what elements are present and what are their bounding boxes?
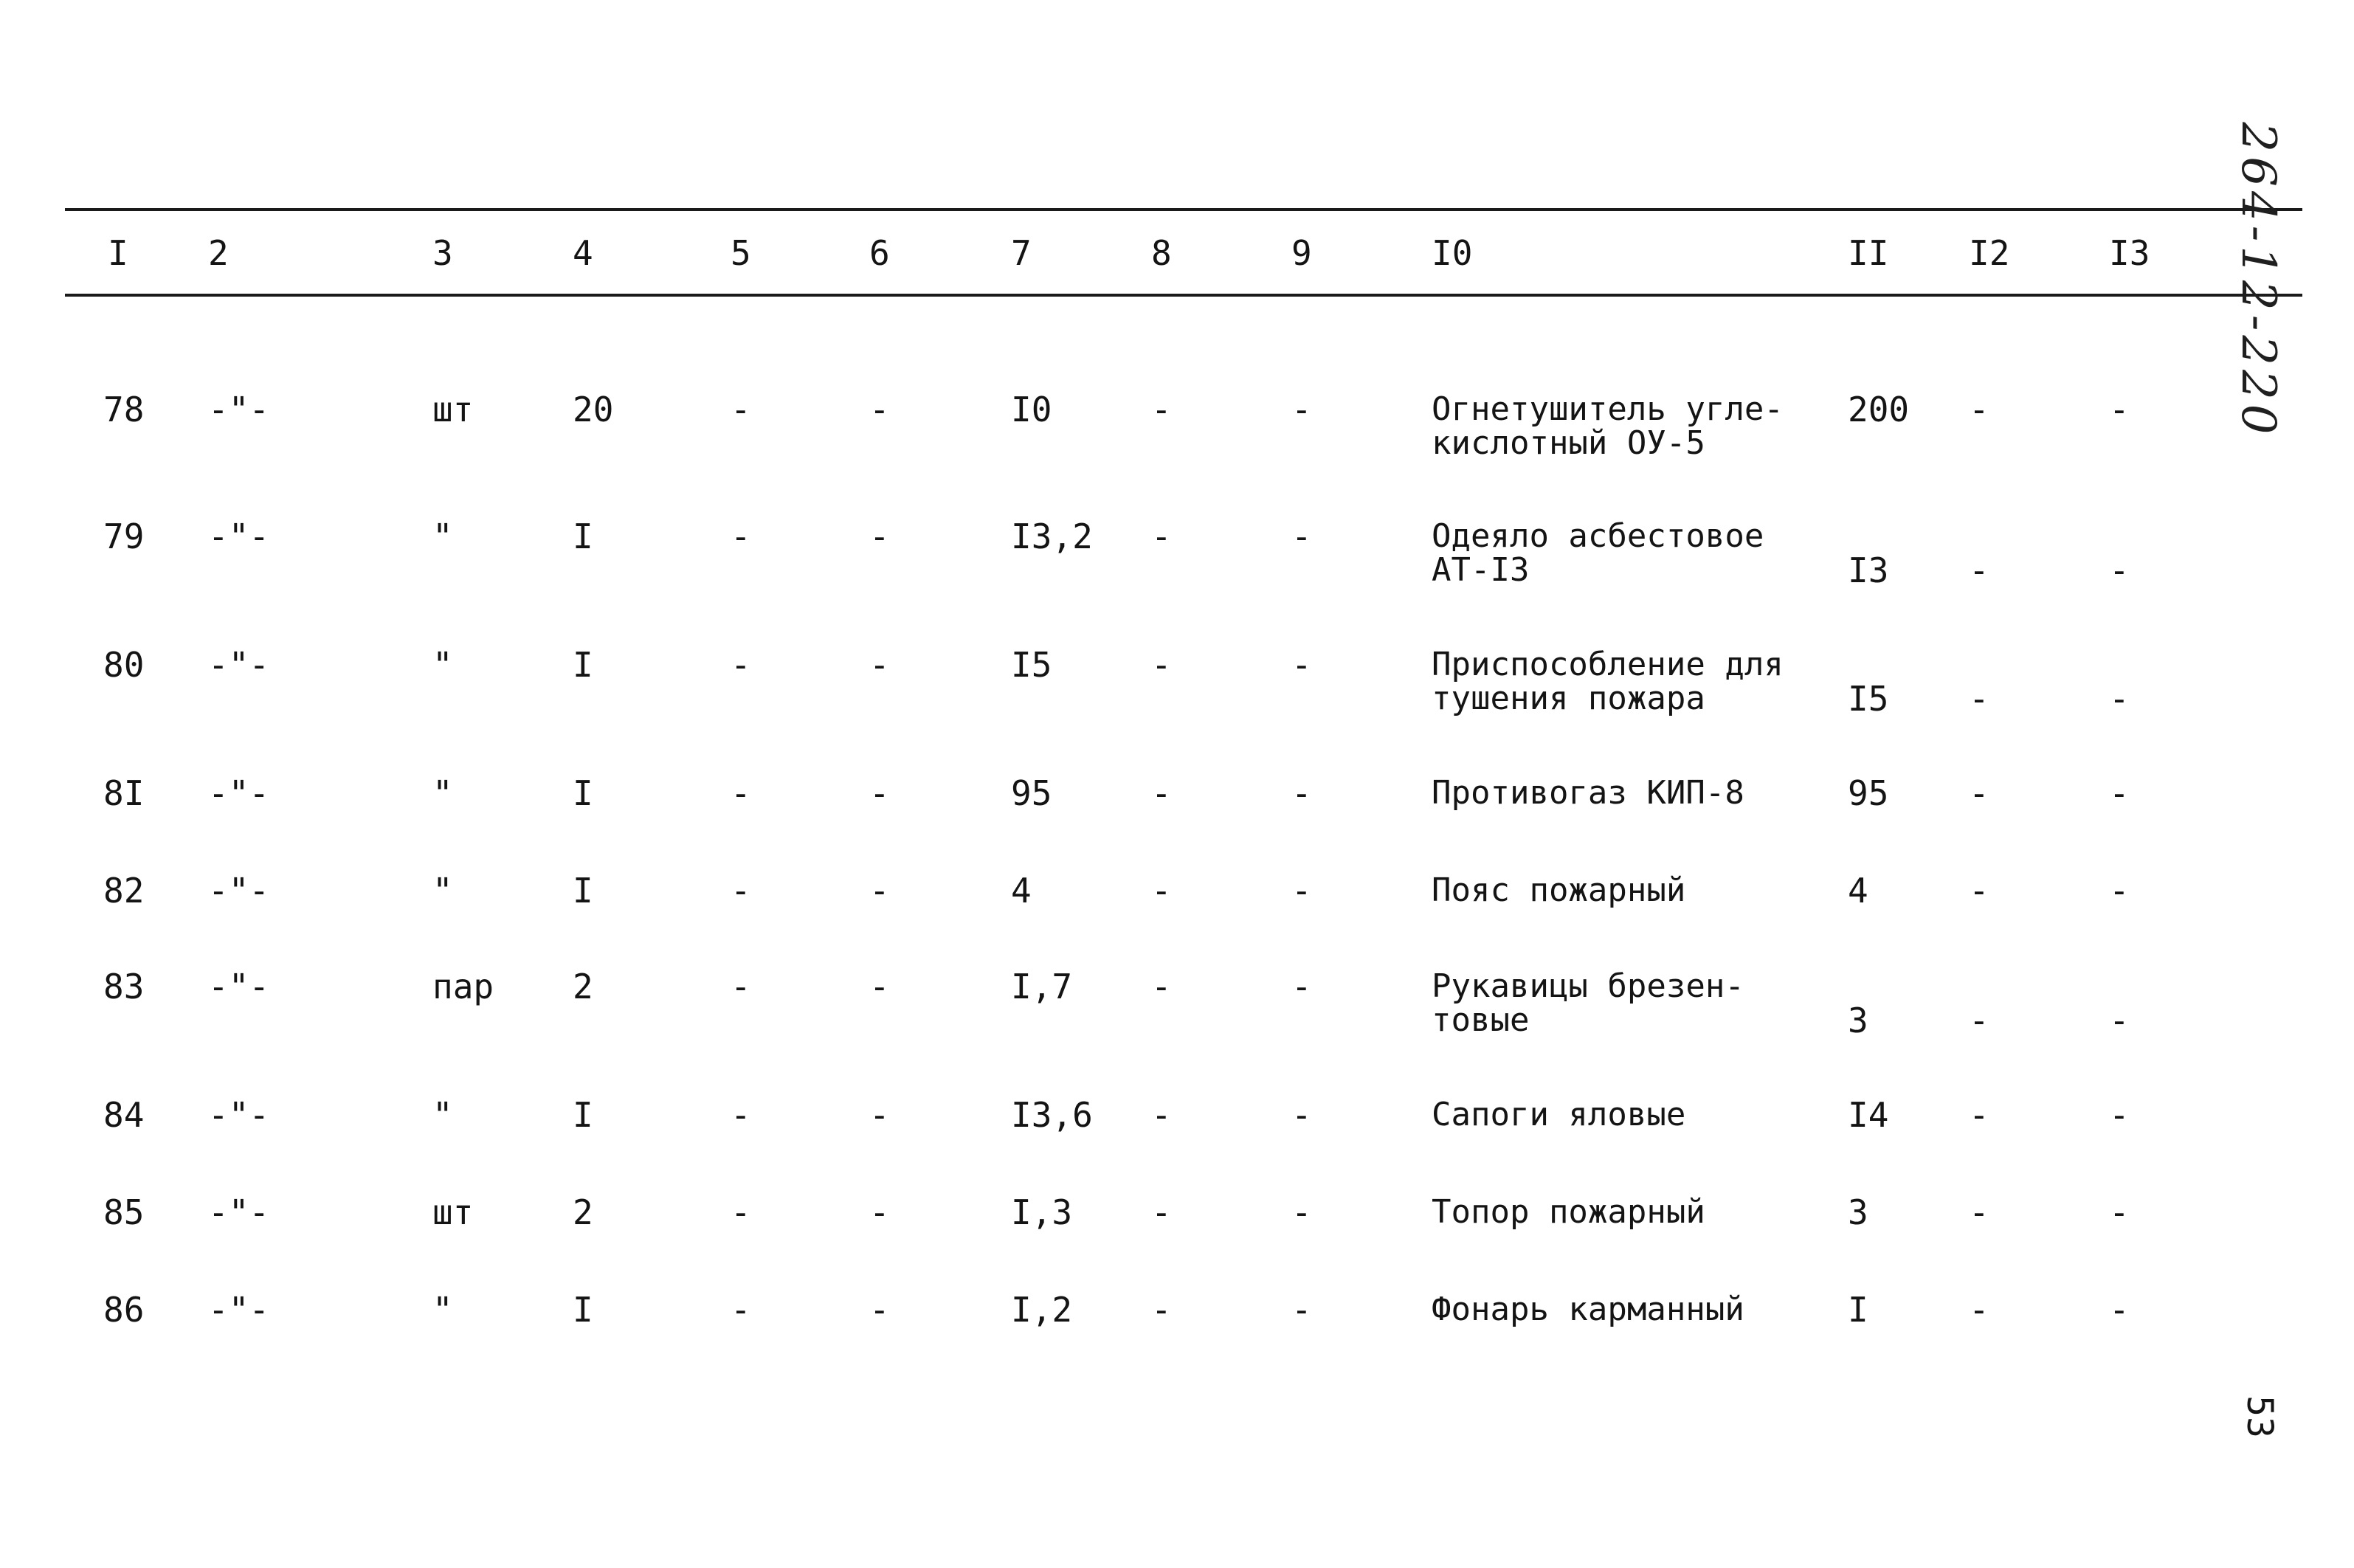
- cell-col-7: I,7: [1011, 967, 1073, 1006]
- cell-col-11: I4: [1848, 1095, 1889, 1135]
- column-header-7: 7: [1011, 233, 1032, 273]
- cell-col-2: -"-: [208, 390, 270, 429]
- cell-col-10: Пояс пожарный: [1432, 871, 1686, 909]
- cell-col-9: -: [1291, 871, 1312, 911]
- cell-col-2: -"-: [208, 773, 270, 813]
- cell-col-11: I5: [1848, 679, 1889, 719]
- cell-col-12: -: [1969, 679, 1989, 719]
- cell-col-13: -: [2109, 1192, 2130, 1232]
- cell-col-3: ": [432, 1290, 453, 1330]
- cell-col-12: -: [1969, 1192, 1989, 1232]
- cell-col-11: I3: [1848, 550, 1889, 590]
- cell-col-4: 20: [573, 390, 614, 429]
- cell-col-5: -: [731, 1290, 751, 1330]
- column-header-8: 8: [1151, 233, 1172, 273]
- cell-col-8: -: [1151, 1290, 1172, 1330]
- cell-col-9: -: [1291, 967, 1312, 1006]
- cell-col-3: ": [432, 517, 453, 556]
- cell-col-1: 85: [103, 1192, 145, 1232]
- cell-col-10: Приспособление для тушения пожара: [1432, 646, 1784, 717]
- cell-col-10: Огнетушитель угле- кислотный ОУ-5: [1432, 390, 1784, 462]
- cell-col-2: -"-: [208, 967, 270, 1006]
- column-header-2: 2: [208, 233, 229, 273]
- cell-col-6: -: [869, 517, 890, 556]
- cell-col-12: -: [1969, 773, 1989, 813]
- cell-col-5: -: [731, 773, 751, 813]
- column-header-3: 3: [432, 233, 453, 273]
- cell-col-13: -: [2109, 871, 2130, 911]
- cell-col-6: -: [869, 1290, 890, 1330]
- cell-col-9: -: [1291, 517, 1312, 556]
- cell-col-2: -"-: [208, 645, 270, 685]
- page-number: 53: [2239, 1395, 2280, 1438]
- cell-col-8: -: [1151, 517, 1172, 556]
- cell-col-2: -"-: [208, 1290, 270, 1330]
- cell-col-12: -: [1969, 1290, 1989, 1330]
- cell-col-4: 2: [573, 967, 593, 1006]
- cell-col-2: -"-: [208, 1192, 270, 1232]
- cell-col-10: Противогаз КИП-8: [1432, 774, 1744, 812]
- cell-col-7: 4: [1011, 871, 1032, 911]
- cell-col-7: 95: [1011, 773, 1052, 813]
- cell-col-7: I0: [1011, 390, 1052, 429]
- document-code-handwritten: 264-12-220: [2231, 122, 2285, 439]
- cell-col-3: ": [432, 645, 453, 685]
- cell-col-5: -: [731, 390, 751, 429]
- cell-col-12: -: [1969, 390, 1989, 429]
- cell-col-4: I: [573, 1290, 593, 1330]
- cell-col-10: Сапоги яловые: [1432, 1096, 1686, 1133]
- cell-col-7: I5: [1011, 645, 1052, 685]
- cell-col-11: 3: [1848, 1192, 1868, 1232]
- cell-col-3: ": [432, 871, 453, 911]
- cell-col-6: -: [869, 1095, 890, 1135]
- cell-col-12: -: [1969, 1095, 1989, 1135]
- cell-col-12: -: [1969, 871, 1989, 911]
- cell-col-4: I: [573, 773, 593, 813]
- cell-col-5: -: [731, 967, 751, 1006]
- cell-col-9: -: [1291, 645, 1312, 685]
- cell-col-5: -: [731, 1095, 751, 1135]
- cell-col-5: -: [731, 645, 751, 685]
- cell-col-9: -: [1291, 1192, 1312, 1232]
- cell-col-11: 95: [1848, 773, 1889, 813]
- cell-col-11: 4: [1848, 871, 1868, 911]
- table-top-rule: [65, 208, 2302, 211]
- cell-col-3: пар: [432, 967, 494, 1006]
- column-header-1: I: [108, 233, 128, 273]
- cell-col-8: -: [1151, 967, 1172, 1006]
- cell-col-7: I3,6: [1011, 1095, 1093, 1135]
- cell-col-4: 2: [573, 1192, 593, 1232]
- cell-col-3: ": [432, 1095, 453, 1135]
- cell-col-10: Фонарь карманный: [1432, 1291, 1744, 1328]
- cell-col-1: 80: [103, 645, 145, 685]
- column-header-10: I0: [1432, 233, 1473, 273]
- cell-col-12: -: [1969, 550, 1989, 590]
- cell-col-11: I: [1848, 1290, 1868, 1330]
- cell-col-1: 79: [103, 517, 145, 556]
- cell-col-6: -: [869, 773, 890, 813]
- cell-col-6: -: [869, 1192, 890, 1232]
- cell-col-5: -: [731, 1192, 751, 1232]
- cell-col-5: -: [731, 871, 751, 911]
- cell-col-1: 82: [103, 871, 145, 911]
- cell-col-13: -: [2109, 390, 2130, 429]
- cell-col-6: -: [869, 967, 890, 1006]
- cell-col-2: -"-: [208, 517, 270, 556]
- cell-col-4: I: [573, 517, 593, 556]
- cell-col-8: -: [1151, 773, 1172, 813]
- cell-col-13: -: [2109, 1290, 2130, 1330]
- cell-col-1: 78: [103, 390, 145, 429]
- cell-col-4: I: [573, 1095, 593, 1135]
- cell-col-8: -: [1151, 1095, 1172, 1135]
- column-header-13: I3: [2109, 233, 2150, 273]
- cell-col-9: -: [1291, 1095, 1312, 1135]
- column-header-4: 4: [573, 233, 593, 273]
- cell-col-10: Топор пожарный: [1432, 1193, 1705, 1231]
- cell-col-13: -: [2109, 679, 2130, 719]
- cell-col-6: -: [869, 645, 890, 685]
- cell-col-1: 83: [103, 967, 145, 1006]
- cell-col-12: -: [1969, 1001, 1989, 1040]
- cell-col-4: I: [573, 645, 593, 685]
- cell-col-3: шт: [432, 1192, 474, 1232]
- cell-col-9: -: [1291, 773, 1312, 813]
- cell-col-9: -: [1291, 390, 1312, 429]
- cell-col-8: -: [1151, 390, 1172, 429]
- cell-col-8: -: [1151, 1192, 1172, 1232]
- cell-col-10: Одеяло асбестовое АТ-I3: [1432, 517, 1764, 589]
- column-header-6: 6: [869, 233, 890, 273]
- cell-col-7: I,3: [1011, 1192, 1073, 1232]
- cell-col-8: -: [1151, 871, 1172, 911]
- cell-col-7: I3,2: [1011, 517, 1093, 556]
- cell-col-9: -: [1291, 1290, 1312, 1330]
- column-header-9: 9: [1291, 233, 1312, 273]
- cell-col-1: 84: [103, 1095, 145, 1135]
- cell-col-13: -: [2109, 550, 2130, 590]
- cell-col-3: шт: [432, 390, 474, 429]
- cell-col-6: -: [869, 390, 890, 429]
- cell-col-5: -: [731, 517, 751, 556]
- cell-col-4: I: [573, 871, 593, 911]
- cell-col-13: -: [2109, 1001, 2130, 1040]
- cell-col-11: 200: [1848, 390, 1910, 429]
- cell-col-2: -"-: [208, 1095, 270, 1135]
- cell-col-8: -: [1151, 645, 1172, 685]
- cell-col-2: -"-: [208, 871, 270, 911]
- column-header-12: I2: [1969, 233, 2010, 273]
- cell-col-7: I,2: [1011, 1290, 1073, 1330]
- column-header-5: 5: [731, 233, 751, 273]
- cell-col-1: 8I: [103, 773, 145, 813]
- cell-col-13: -: [2109, 773, 2130, 813]
- table-header-rule: [65, 294, 2302, 297]
- cell-col-11: 3: [1848, 1001, 1868, 1040]
- cell-col-10: Рукавицы брезен- товые: [1432, 967, 1744, 1039]
- column-header-11: II: [1848, 233, 1889, 273]
- cell-col-1: 86: [103, 1290, 145, 1330]
- cell-col-6: -: [869, 871, 890, 911]
- cell-col-3: ": [432, 773, 453, 813]
- cell-col-13: -: [2109, 1095, 2130, 1135]
